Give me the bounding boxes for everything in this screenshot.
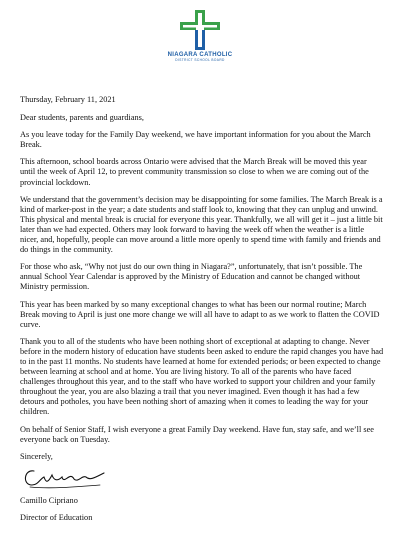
paragraph-2: This afternoon, school boards across Ontario were advised that the March Break will be moved this year until the week of April 12, to prevent community transmission so close to when we are coming out of the provincial lockdown. [20,157,369,187]
signer-title: Director of Education [20,513,93,522]
board-name: NIAGARA CATHOLIC [167,52,233,58]
signer-name: Camillo Cipriano [20,495,78,505]
board-subtitle: DISTRICT SCHOOL BOARD [175,58,225,62]
paragraph-6: Thank you to all of the students who have been nothing short of exceptional at adapting to change. Never before in the modern history of education have students been asked to endure the rapid changes you have had to in the past 11 months. No students have learned at home for extended periods; or been expected to change between learning at school and at home. You are living history. To all of the parents who have faced challenges throughout this year, and to the staff who have worked to support your children and your family throughout the year, you are also blazing a trail that you never imagined. Even though it has had a few detours and potholes, you have been nothing short of amazing when it comes to leading the way for your children. [20,336,384,417]
cross-logo-icon [180,10,220,50]
salutation: Dear students, parents and guardians, [20,113,144,123]
paragraph-3: We understand that the government’s decision may be disappointing for some families. The March Break is a kind of marker-post in the year; a date students and staff look to, knowing that they can unplug and unwind. This physical and mental break is crucial for everyone this year. Thankfully, we all will get it – just a little bit later than we had expected. Others may look forward to having the week off when the weather is a little nicer, and, hopefully, people can move around a little more openly to spend time with family and friends and do things in the community. [20,194,383,255]
paragraph-7: On behalf of Senior Staff, I wish everyone a great Family Day weekend. Have fun, stay safe, and we’ll see everyone back on Tuesday. [20,424,374,444]
board-logo [0,10,400,62]
letter-date: Thursday, February 11, 2021 [20,95,116,104]
paragraph-5: This year has been marked by so many exceptional changes to what has been our normal routine; March Break moving to April is just one more change we will all have to adapt to as we work to flatten the COVID curve. [20,299,380,329]
signature-image [20,465,110,491]
letter-body [20,95,384,530]
paragraph-1: As you leave today for the Family Day weekend, we have important information for you about the March Break. [20,130,371,150]
closing: Sincerely, [20,451,53,461]
paragraph-4: For those who ask, “Why not just do our own thing in Niagara?”, unfortunately, that isn’t possible. The annual School Year Calendar is approved by the Ministry of Education and cannot be changed without Ministry permission. [20,262,363,292]
